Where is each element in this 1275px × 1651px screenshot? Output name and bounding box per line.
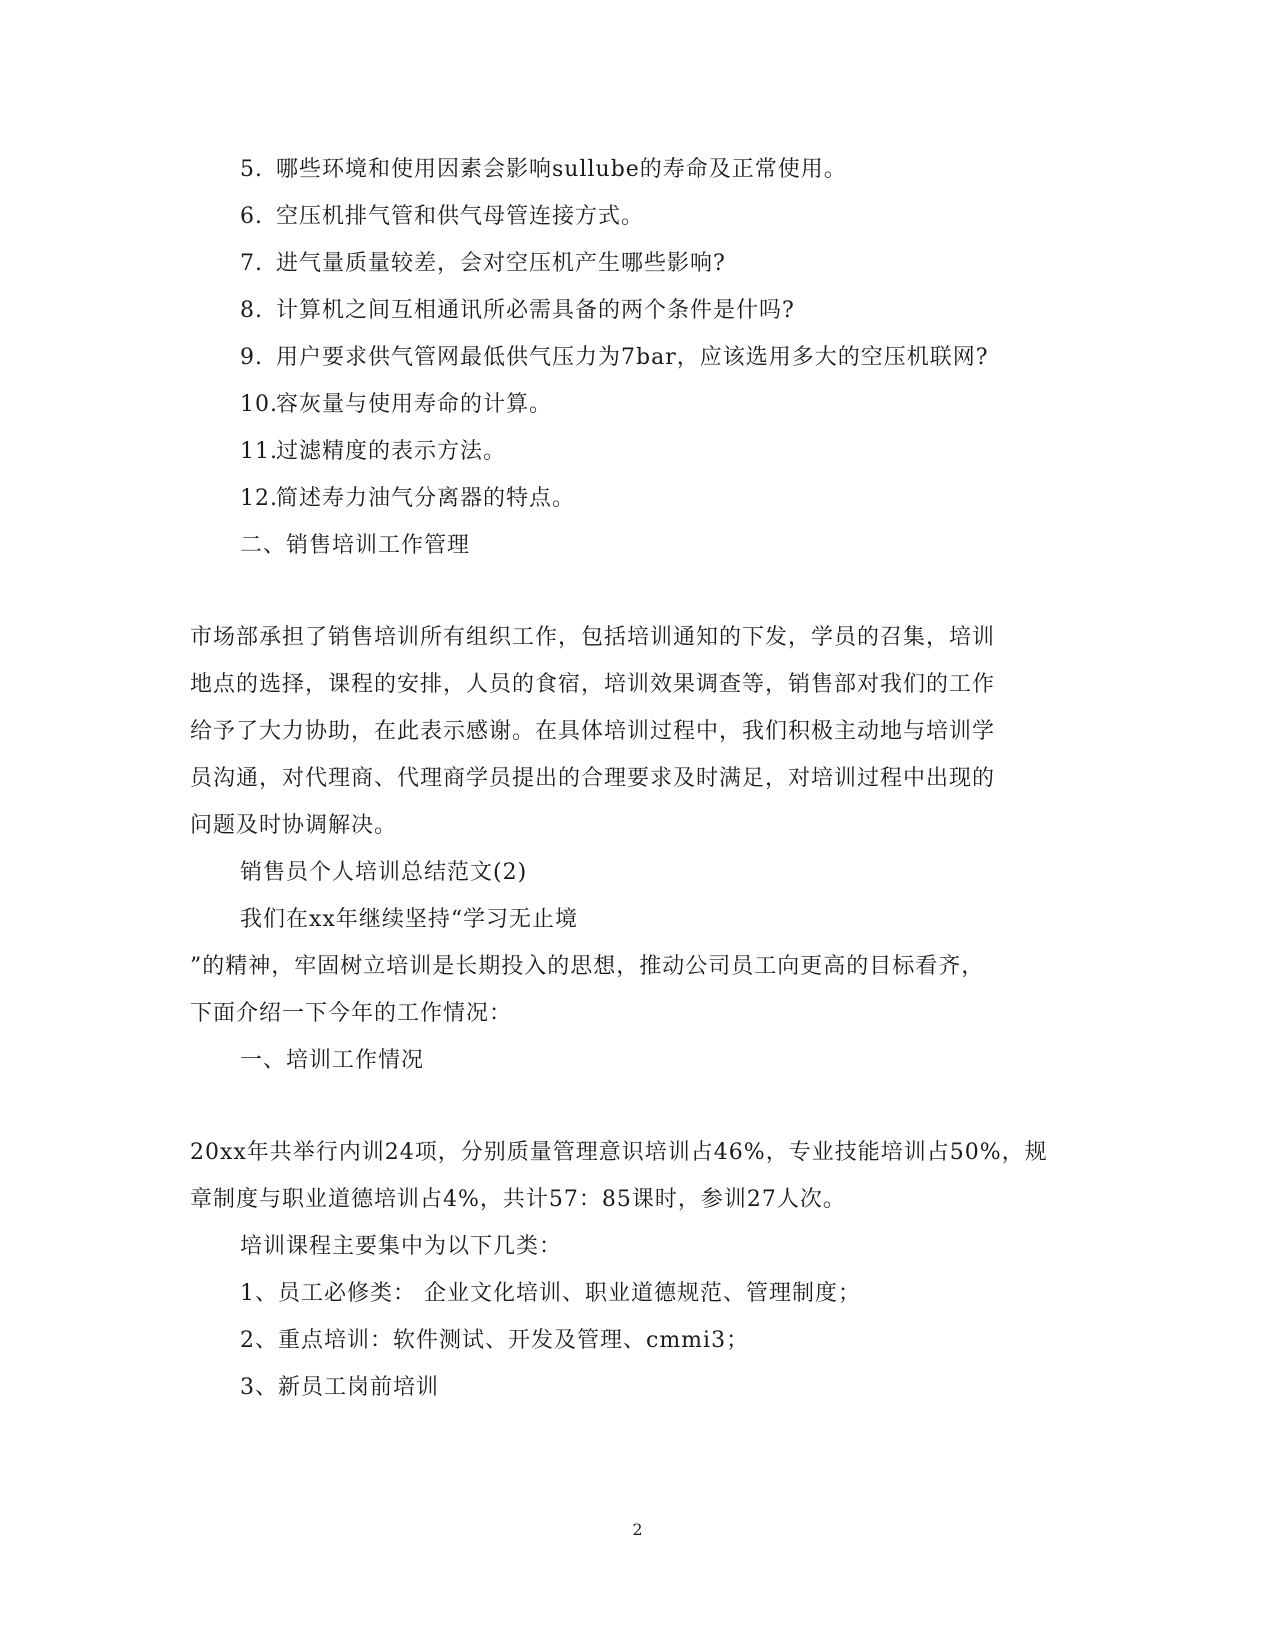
list-item (240, 390, 552, 420)
paragraph-line: 章制度与职业道德培训占4%，共计57：85课时，参训27人次。 (190, 1187, 846, 1212)
paragraph-line: 地点的选择，课程的安排，人员的食宿，培训效果调查等，销售部对我们的工作 (190, 672, 996, 697)
list-item (240, 155, 847, 185)
list-text: 简述寿力油气分离器的特点。 (276, 486, 576, 511)
course-item: 2、重点培训：软件测试、开发及管理、cmmi3； (240, 1328, 750, 1353)
list-text: 哪些环境和使用因素会影响sullube的寿命及正常使用。 (276, 157, 847, 182)
paragraph-line: ”的精神，牢固树立培训是长期投入的思想，推动公司员工向更高的目标看齐， (190, 954, 985, 979)
list-number: 5. (240, 157, 263, 182)
paragraph-line: 市场部承担了销售培训所有组织工作，包括培训通知的下发，学员的召集，培训 (190, 625, 996, 650)
list-text: 容灰量与使用寿命的计算。 (276, 392, 553, 417)
list-number: 11. (240, 439, 278, 464)
list-text: 空压机排气管和供气母管连接方式。 (276, 204, 645, 229)
paragraph-line: 20xx年共举行内训24项，分别质量管理意识培训占46%，专业技能培训占50%，规 (190, 1140, 1048, 1165)
paragraph-line: 员沟通，对代理商、代理商学员提出的合理要求及时满足，对培训过程中出现的 (190, 766, 996, 791)
list-number: 10. (240, 392, 278, 417)
document-subtitle: 销售员个人培训总结范文(2) (240, 860, 528, 885)
list-item (240, 249, 726, 279)
list-item (240, 437, 506, 467)
page-number: 2 (632, 1520, 643, 1539)
list-text: 用户要求供气管网最低供气压力为7bar，应该选用多大的空压机联网? (276, 345, 989, 370)
course-item: 1、员工必修类： 企业文化培训、职业道德规范、管理制度； (240, 1281, 861, 1306)
list-text: 计算机之间互相通讯所必需具备的两个条件是什吗? (276, 298, 795, 323)
list-text: 进气量质量较差，会对空压机产生哪些影响? (276, 251, 726, 276)
list-number: 7. (240, 251, 263, 276)
paragraph-line: 下面介绍一下今年的工作情况： (190, 1001, 513, 1026)
course-item: 3、新员工岗前培训 (240, 1375, 439, 1400)
list-item (240, 296, 795, 326)
section-heading-training: 一、培训工作情况 (240, 1048, 425, 1073)
list-number: 9. (240, 345, 263, 370)
list-item (240, 343, 989, 373)
list-number: 8. (240, 298, 263, 323)
list-item (240, 484, 575, 514)
list-item (240, 202, 644, 232)
paragraph-line: 问题及时协调解决。 (190, 813, 398, 838)
courses-intro: 培训课程主要集中为以下几类： (240, 1234, 563, 1259)
list-number: 6. (240, 204, 263, 229)
section-heading-sales: 二、销售培训工作管理 (240, 533, 471, 558)
paragraph-line: 我们在xx年继续坚持“学习无止境 (240, 907, 579, 932)
list-number: 12. (240, 486, 278, 511)
paragraph-line: 给予了大力协助，在此表示感谢。在具体培训过程中，我们积极主动地与培训学 (190, 719, 996, 744)
list-text: 过滤精度的表示方法。 (276, 439, 507, 464)
